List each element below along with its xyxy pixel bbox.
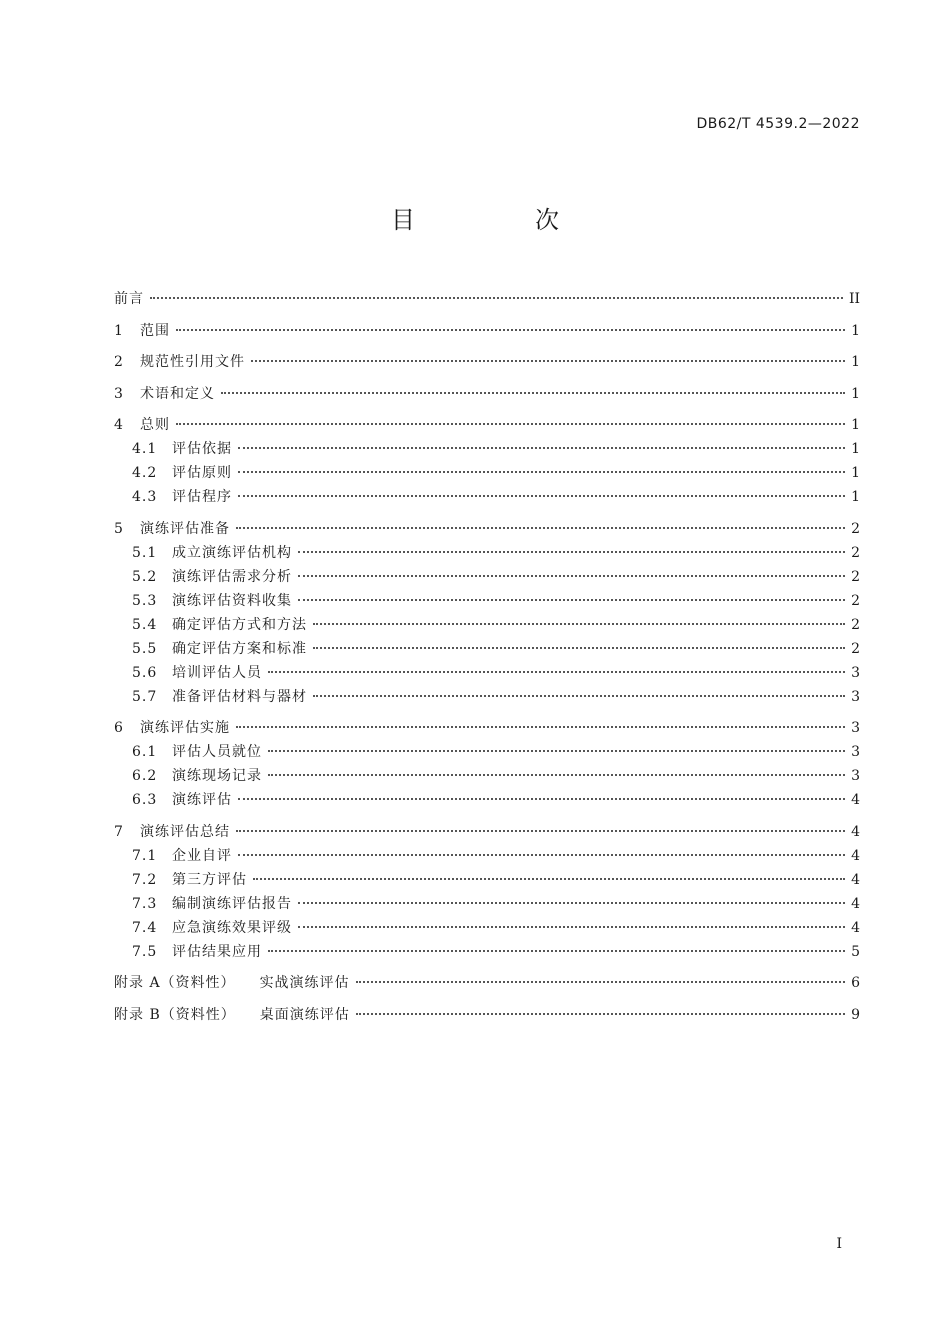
toc-number: 1 <box>114 322 123 339</box>
toc-leader <box>313 647 845 649</box>
toc-page: 3 <box>851 688 860 705</box>
toc-entry-annex-a[interactable] <box>114 971 860 995</box>
toc-page: 9 <box>851 1006 860 1023</box>
toc-page: 3 <box>851 744 860 760</box>
toc-label: 成立演练评估机构 <box>172 544 292 561</box>
toc-label-title: 桌面演练评估 <box>259 1006 350 1023</box>
toc-number: 6.3 <box>132 792 158 808</box>
toc-label: 编制演练评估报告 <box>172 895 292 912</box>
toc-number: 7.2 <box>132 871 158 888</box>
toc-leader <box>253 878 845 880</box>
toc-page: 6 <box>851 975 860 991</box>
toc-page: 2 <box>851 592 860 609</box>
toc-number: 7.3 <box>132 895 158 912</box>
toc-leader <box>298 902 845 904</box>
toc-leader <box>238 495 845 497</box>
toc-label: 准备评估材料与器材 <box>172 688 307 705</box>
toc-entry-5[interactable] <box>114 517 860 541</box>
toc-page: 2 <box>851 544 860 561</box>
toc-page: II <box>848 291 860 307</box>
toc-number: 6.1 <box>132 744 158 760</box>
toc-page: 2 <box>851 520 860 537</box>
toc-number: 4.3 <box>132 489 158 505</box>
toc-leader <box>356 1013 845 1015</box>
toc-leader <box>268 950 845 952</box>
toc-label-title: 实战演练评估 <box>259 975 350 991</box>
toc-number: 7.5 <box>132 943 158 960</box>
toc-entry-6-1[interactable] <box>114 740 860 764</box>
toc-number: 5.4 <box>132 616 158 633</box>
toc-page: 1 <box>851 489 860 505</box>
toc-label: 术语和定义 <box>140 385 215 402</box>
toc-page: 4 <box>851 919 860 936</box>
toc-page: 3 <box>851 720 860 736</box>
toc-entry-7[interactable] <box>114 820 860 844</box>
toc-entry-5-3[interactable] <box>114 589 860 613</box>
toc-leader <box>176 329 845 331</box>
toc-label: 演练现场记录 <box>172 768 262 784</box>
toc-leader <box>268 774 845 776</box>
toc-page: 1 <box>851 417 860 433</box>
toc-label: 应急演练效果评级 <box>172 919 292 936</box>
toc-number: 6 <box>114 720 123 736</box>
toc-leader <box>150 297 843 299</box>
toc-label: 附录 A（资料性） <box>114 975 236 991</box>
toc-number: 4.2 <box>132 465 158 481</box>
toc-label: 评估原则 <box>172 465 232 481</box>
toc-number: 5.7 <box>132 688 158 705</box>
toc-entry-7-2[interactable] <box>114 868 860 892</box>
toc-leader <box>238 798 845 800</box>
toc-label: 演练评估 <box>172 792 232 808</box>
toc-entry-7-1[interactable] <box>114 844 860 868</box>
toc-number: 4 <box>114 417 123 433</box>
toc-page: 2 <box>851 640 860 657</box>
toc-label: 规范性引用文件 <box>140 354 245 370</box>
toc-label: 确定评估方式和方法 <box>172 616 307 633</box>
toc-entry-7-4[interactable] <box>114 916 860 940</box>
table-of-contents <box>114 287 860 1027</box>
toc-page: 2 <box>851 616 860 633</box>
toc-label: 演练评估总结 <box>140 823 230 840</box>
standard-code: DB62/T 4539.2—2022 <box>696 116 860 132</box>
toc-entry-6-3[interactable] <box>114 788 860 812</box>
toc-number: 5.1 <box>132 544 158 561</box>
toc-leader <box>221 392 845 394</box>
toc-entry-4-3[interactable] <box>114 485 860 509</box>
toc-leader <box>356 981 846 983</box>
toc-label: 演练评估准备 <box>140 520 230 537</box>
toc-entry-foreword[interactable] <box>114 287 860 311</box>
toc-entry-4[interactable] <box>114 413 860 437</box>
toc-number: 7 <box>114 823 123 840</box>
toc-page: 3 <box>851 664 860 681</box>
toc-leader <box>268 671 845 673</box>
toc-page: 2 <box>851 568 860 585</box>
toc-leader <box>238 471 845 473</box>
toc-leader <box>236 527 845 529</box>
toc-entry-annex-b[interactable] <box>114 1003 860 1027</box>
toc-number: 5.5 <box>132 640 158 657</box>
toc-number: 6.2 <box>132 768 158 784</box>
toc-page: 4 <box>851 823 860 840</box>
toc-page: 4 <box>851 895 860 912</box>
toc-entry-2[interactable] <box>114 350 860 374</box>
toc-leader <box>298 551 845 553</box>
toc-label: 范围 <box>140 322 170 339</box>
toc-leader <box>238 447 845 449</box>
toc-label: 演练评估需求分析 <box>172 568 292 585</box>
toc-label: 企业自评 <box>172 847 232 864</box>
toc-entry-5-4[interactable] <box>114 613 860 637</box>
toc-leader <box>236 830 845 832</box>
toc-label: 确定评估方案和标准 <box>172 640 307 657</box>
toc-page: 1 <box>851 322 860 339</box>
toc-leader <box>298 599 845 601</box>
toc-number: 7.4 <box>132 919 158 936</box>
page-title: 目 次 <box>391 206 607 234</box>
toc-leader <box>313 695 845 697</box>
toc-label: 附录 B（资料性） <box>114 1006 236 1023</box>
toc-label: 培训评估人员 <box>172 664 262 681</box>
toc-page: 4 <box>851 792 860 808</box>
toc-page: 1 <box>851 385 860 402</box>
toc-leader <box>251 360 845 362</box>
toc-number: 5.3 <box>132 592 158 609</box>
toc-label: 总则 <box>140 417 170 433</box>
toc-label: 演练评估实施 <box>140 720 230 736</box>
toc-entry-6[interactable] <box>114 716 860 740</box>
toc-number: 4.1 <box>132 441 158 457</box>
toc-page: 4 <box>851 847 860 864</box>
toc-number: 2 <box>114 354 123 370</box>
toc-entry-3[interactable] <box>114 382 860 406</box>
toc-entry-5-6[interactable] <box>114 661 860 685</box>
toc-entry-5-2[interactable] <box>114 565 860 589</box>
toc-number: 5 <box>114 520 123 537</box>
toc-label: 评估程序 <box>172 489 232 505</box>
toc-entry-4-1[interactable] <box>114 437 860 461</box>
toc-entry-5-7[interactable] <box>114 685 860 709</box>
toc-number: 5.6 <box>132 664 158 681</box>
toc-page: 4 <box>851 871 860 888</box>
toc-page: 5 <box>851 943 860 960</box>
toc-number: 7.1 <box>132 847 158 864</box>
toc-page: 1 <box>851 354 860 370</box>
toc-label: 评估人员就位 <box>172 744 262 760</box>
toc-entry-1[interactable] <box>114 319 860 343</box>
toc-label: 评估结果应用 <box>172 943 262 960</box>
toc-label: 评估依据 <box>172 441 232 457</box>
page-number: I <box>836 1236 842 1252</box>
toc-page: 3 <box>851 768 860 784</box>
toc-label: 第三方评估 <box>172 871 247 888</box>
toc-leader <box>268 750 845 752</box>
toc-page: 1 <box>851 441 860 457</box>
toc-leader <box>176 423 845 425</box>
toc-entry-7-5[interactable] <box>114 940 860 964</box>
toc-number: 5.2 <box>132 568 158 585</box>
toc-entry-5-1[interactable] <box>114 541 860 565</box>
toc-page: 1 <box>851 465 860 481</box>
toc-label: 前言 <box>114 291 144 307</box>
toc-leader <box>298 926 845 928</box>
toc-entry-7-3[interactable] <box>114 892 860 916</box>
toc-leader <box>236 726 845 728</box>
toc-label: 演练评估资料收集 <box>172 592 292 609</box>
toc-leader <box>298 575 845 577</box>
toc-entry-4-2[interactable] <box>114 461 860 485</box>
toc-leader <box>313 623 845 625</box>
toc-entry-5-5[interactable] <box>114 637 860 661</box>
toc-leader <box>238 854 845 856</box>
toc-entry-6-2[interactable] <box>114 764 860 788</box>
toc-number: 3 <box>114 385 123 402</box>
